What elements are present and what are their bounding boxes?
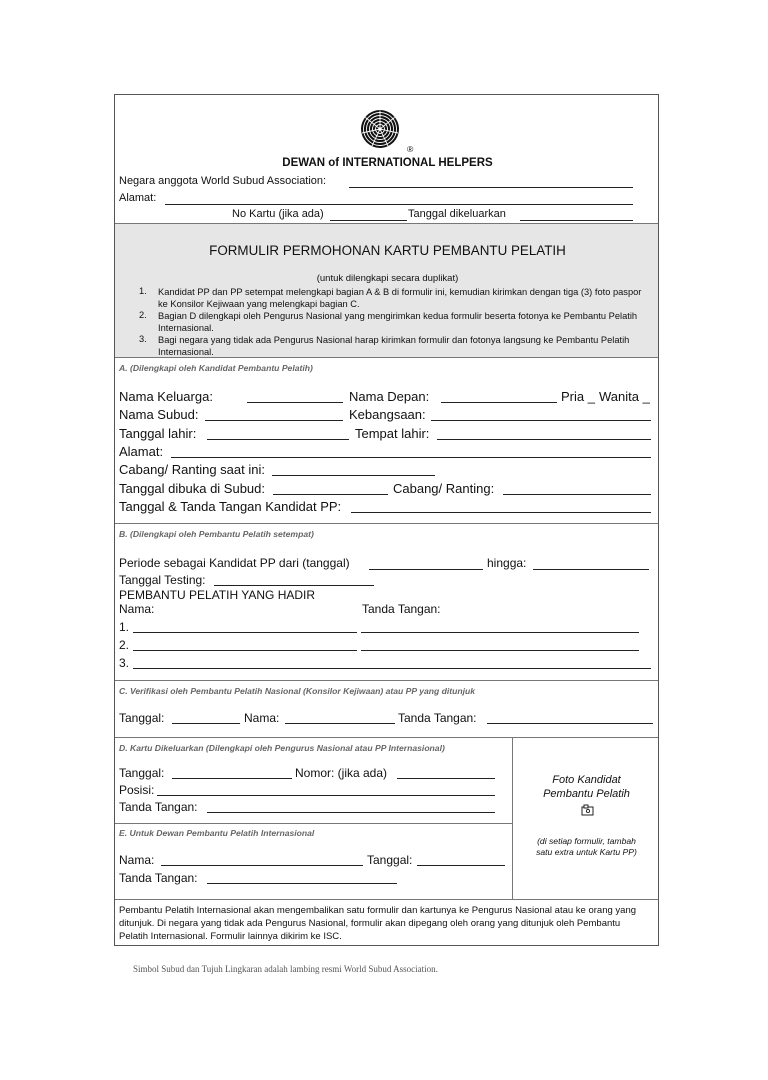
first-name-field[interactable] [441, 402, 557, 403]
section-b-heading: B. (Dilengkapi oleh Pembantu Pelatih setempat) [119, 529, 314, 539]
address-label: Alamat: [119, 192, 157, 204]
testing-date-label: Tanggal Testing: [119, 573, 206, 587]
date-c-label: Tanggal: [119, 711, 165, 725]
card-no-label: No Kartu (jika ada) [232, 208, 324, 220]
signature-a-field[interactable] [351, 512, 651, 513]
instruction-text: Bagian D dilengkapi oleh Pengurus Nasional yang mengirimkan kedua formulir beserta fotonya ke Pembantu Pelatih Internasional. [158, 311, 638, 334]
photo-label-1: Foto Kandidat [552, 774, 621, 786]
helper-name-field[interactable] [133, 668, 361, 669]
period-to-field[interactable] [533, 569, 649, 570]
photo-label-2: Pembantu Pelatih [543, 788, 630, 800]
signature-c-field[interactable] [487, 723, 653, 724]
instruction-number: 3. [139, 334, 147, 344]
section-e-heading: E. Untuk Dewan Pembantu Pelatih Internasional [119, 828, 315, 838]
signature-e-field[interactable] [207, 883, 397, 884]
helper-name-field[interactable] [133, 650, 357, 651]
branch-now-label: Cabang/ Ranting saat ini: [119, 462, 265, 477]
address-field[interactable] [165, 204, 633, 205]
name-e-label: Nama: [119, 853, 155, 867]
birth-place-field[interactable] [437, 439, 651, 440]
signature-e-label: Tanda Tangan: [119, 871, 198, 885]
branch-now-field[interactable] [272, 475, 435, 476]
section-d-heading: D. Kartu Dikeluarkan (Dilengkapi oleh Pengurus Nasional atau PP Internasional) [119, 743, 445, 753]
name-c-field[interactable] [285, 723, 395, 724]
position-d-field[interactable] [157, 795, 495, 796]
country-field[interactable] [349, 187, 633, 188]
date-d-field[interactable] [172, 778, 292, 779]
branch-label: Cabang/ Ranting: [393, 481, 495, 496]
address-a-label: Alamat: [119, 444, 164, 459]
period-from-field[interactable] [369, 569, 483, 570]
card-no-field[interactable] [330, 220, 407, 221]
number-d-field[interactable] [397, 778, 495, 779]
birth-date-label: Tanggal lahir: [119, 426, 197, 441]
subud-logo-icon [360, 109, 400, 149]
date-d-label: Tanggal: [119, 766, 165, 780]
issued-label: Tanggal dikeluarkan [408, 208, 506, 220]
row-number: 1. [119, 620, 130, 634]
helpers-present-heading: PEMBANTU PELATIH YANG HADIR [119, 588, 316, 602]
period-from-label: Periode sebagai Kandidat PP dari (tanggal) [119, 556, 350, 570]
nationality-label: Kebangsaan: [349, 407, 426, 422]
date-c-field[interactable] [172, 723, 240, 724]
subud-name-label: Nama Subud: [119, 407, 199, 422]
position-d-label: Posisi: [119, 783, 155, 797]
instruction-text: Bagi negara yang tidak ada Pengurus Nasional harap kirimkan formulir dan fotonya langsung ke Pembantu Pelatih Internasional. [158, 335, 630, 358]
country-label: Negara anggota World Subud Association: [119, 175, 327, 187]
divider [115, 357, 658, 358]
male-option[interactable]: Pria _ [561, 389, 595, 404]
photo-note-2: satu extra untuk Kartu PP) [536, 847, 637, 857]
photo-box-divider [512, 737, 513, 899]
instruction-text: Kandidat PP dan PP setempat melengkapi bagian A & B di formulir ini, kemudian kirimkan dengan tiga (3) foto paspor ke Konsilor Kejiwaan yang melengkapi bagian C. [158, 287, 642, 310]
form-subtitle: (untuk dilengkapi secara duplikat) [316, 273, 459, 284]
divider [115, 523, 658, 524]
family-name-field[interactable] [247, 402, 343, 403]
signature-d-label: Tanda Tangan: [119, 800, 198, 814]
divider [115, 680, 658, 681]
photo-note-1: (di setiap formulir, tambah [537, 836, 636, 846]
opened-date-label: Tanggal dibuka di Subud: [119, 481, 266, 496]
row-number: 2. [119, 638, 130, 652]
section-c-heading: C. Verifikasi oleh Pembantu Pelatih Nasional (Konsilor Kejiwaan) atau PP yang ditunjuk [119, 686, 476, 696]
divider [115, 823, 512, 824]
number-d-label: Nomor: (jika ada) [295, 766, 388, 780]
name-c-label: Nama: [244, 711, 280, 725]
female-option[interactable]: Wanita _ [599, 389, 650, 404]
name-column-label: Nama: [119, 602, 155, 616]
bottom-note: Pembantu Pelatih Internasional akan mengembalikan satu formulir dan kartunya ke Pengurus Nasional atau ke orang yang ditunjuk. Di negara yang tidak ada Pengurus Nasional, formulir akan dipegang oleh orang yang ditunjuk oleh Pembantu Pelatih Internasional. Formulir lainnya dikirim ke ISC. [119, 905, 637, 942]
address-a-field[interactable] [171, 457, 651, 458]
divider [115, 223, 658, 224]
registered-mark: ® [407, 144, 414, 154]
name-e-field[interactable] [161, 865, 363, 866]
signature-column-label: Tanda Tangan: [362, 602, 441, 616]
signature-c-label: Tanda Tangan: [398, 711, 477, 725]
divider [115, 737, 658, 738]
opened-date-field[interactable] [273, 494, 388, 495]
date-e-label: Tanggal: [367, 853, 413, 867]
first-name-label: Nama Depan: [349, 389, 430, 404]
form-title: FORMULIR PERMOHONAN KARTU PEMBANTU PELATIH [209, 243, 566, 258]
helper-signature-field[interactable] [361, 632, 639, 633]
helper-signature-field[interactable] [361, 650, 639, 651]
instruction-number: 2. [139, 310, 147, 320]
helper-name-field[interactable] [133, 632, 357, 633]
testing-date-field[interactable] [214, 585, 374, 586]
helper-signature-field[interactable] [361, 668, 651, 669]
section-a-heading: A. (Dilengkapi oleh Kandidat Pembantu Pelatih) [119, 363, 313, 373]
date-e-field[interactable] [417, 865, 505, 866]
row-number: 3. [119, 656, 130, 670]
divider [115, 899, 658, 900]
family-name-label: Nama Keluarga: [119, 389, 213, 404]
period-to-label: hingga: [487, 556, 527, 570]
instruction-number: 1. [139, 286, 147, 296]
application-form [114, 94, 659, 946]
birth-date-field[interactable] [207, 439, 349, 440]
footer-note: Simbol Subud dan Tujuh Lingkaran adalah lambing resmi World Subud Association. [133, 964, 438, 974]
issued-field[interactable] [520, 220, 633, 221]
birth-place-label: Tempat lahir: [355, 426, 430, 441]
photo-icon [581, 804, 594, 816]
signature-d-field[interactable] [207, 812, 495, 813]
org-name: DEWAN of INTERNATIONAL HELPERS [282, 157, 493, 169]
signature-a-label: Tanggal & Tanda Tangan Kandidat PP: [119, 499, 342, 514]
nationality-field[interactable] [431, 420, 651, 421]
subud-name-field[interactable] [205, 420, 343, 421]
branch-field[interactable] [503, 494, 651, 495]
